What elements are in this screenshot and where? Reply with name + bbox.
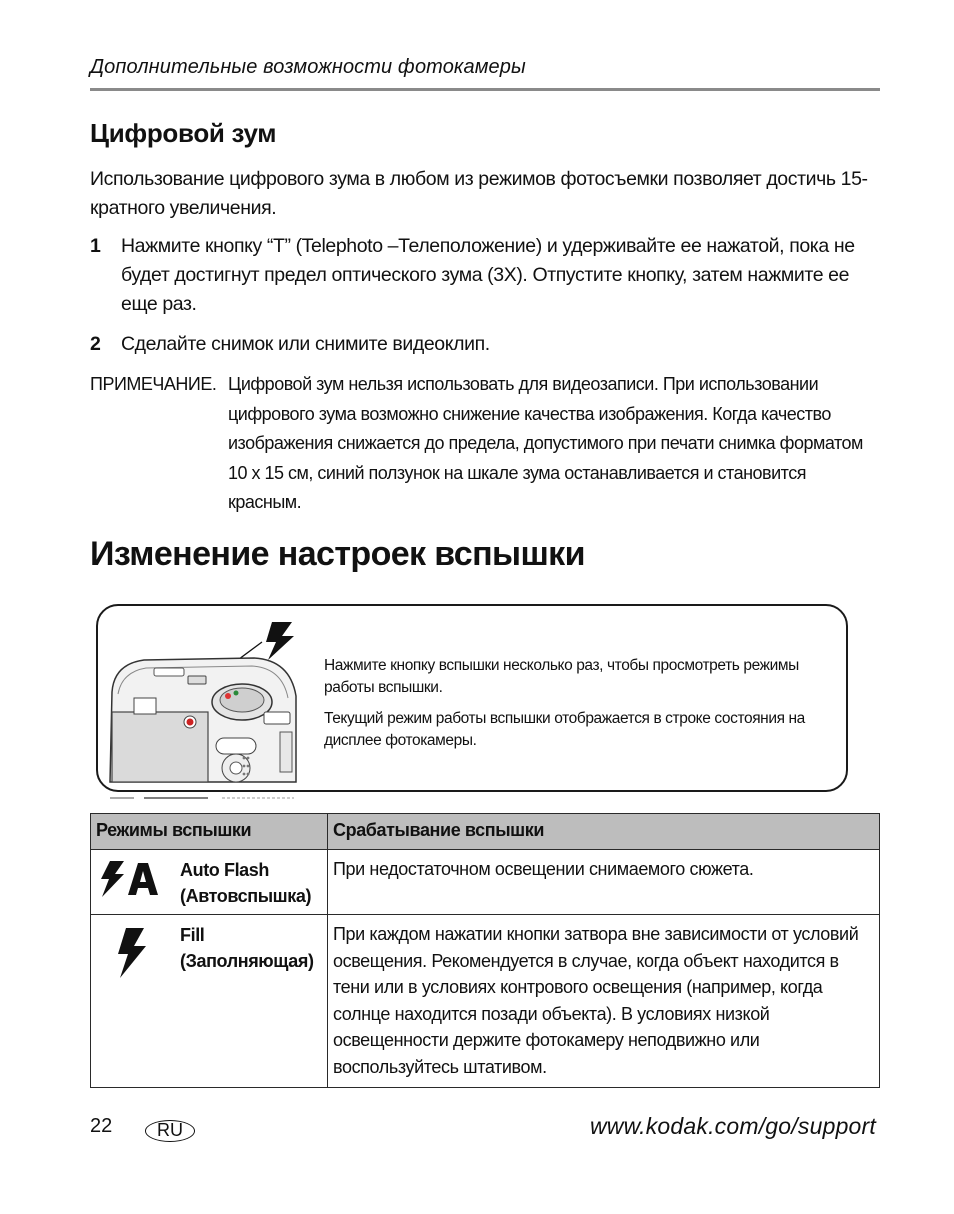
fill-flash-icon (114, 926, 150, 980)
step-number: 1 (90, 235, 101, 257)
mode-name-line2: (Автовспышка) (180, 886, 312, 906)
mode-cell-fill-flash (91, 915, 328, 1088)
page-number: 22 (90, 1115, 113, 1137)
mode-name-line1: Fill (180, 925, 205, 945)
flash-bolt-icon (266, 622, 294, 660)
note-text: Цифровой зум нельзя использовать для видеозаписи. При использовании цифрового зума возможно снижение качества изображения. Когда качество изображения снижается до предела, допустимого при печати снимка форматом 10 x 15 см, синий ползунок на шкале зума останавливается и становится красным. (228, 374, 863, 512)
callout-paragraph-1: Нажмите кнопку вспышки несколько раз, чтобы просмотреть режимы работы вспышки. (324, 657, 799, 696)
header-rule (90, 88, 880, 91)
callout-paragraph-2: Текущий режим работы вспышки отображается в строке состояния на дисплее фотокамеры. (324, 710, 805, 749)
step-text: Сделайте снимок или снимите видеоклип. (121, 333, 490, 355)
zoom-note (90, 370, 880, 518)
mode-description: При каждом нажатии кнопки затвора вне зависимости от условий освещения. Рекомендуется в случае, когда объект находится в тени или в условиях контрового освещения (например, когда солнце находится позади объекта). В условиях низкой освещенности держите фотокамеру неподвижно или воспользуйтесь штативом. (328, 915, 880, 1088)
mode-name (180, 922, 314, 974)
note-label: ПРИМЕЧАНИЕ. (90, 374, 217, 394)
column-header-firing: Срабатывание вспышки (328, 814, 880, 850)
zoom-step-1 (90, 232, 880, 319)
running-title: Дополнительные возможности фотокамеры (90, 56, 526, 78)
auto-flash-icon (98, 859, 160, 899)
flash-modes-table (90, 813, 880, 1088)
table-row (91, 850, 880, 915)
mode-description: При недостаточном освещении снимаемого сюжета. (328, 850, 880, 915)
mode-name-line2: (Заполняющая) (180, 951, 314, 971)
camera-illustration (104, 620, 304, 802)
flash-callout-text (324, 655, 824, 761)
zoom-step-2 (90, 330, 880, 359)
step-number: 2 (90, 333, 101, 355)
step-text: Нажмите кнопку “T” (Telephoto –Телеположение) и удерживайте ее нажатой, пока не будет достигнут предел оптического зума (3X). Отпустите кнопку, затем нажмите ее еще раз. (121, 235, 855, 315)
table-header-row (91, 814, 880, 850)
mode-name-line1: Auto Flash (180, 860, 269, 880)
mode-cell-auto-flash (91, 850, 328, 915)
zoom-intro-paragraph: Использование цифрового зума в любом из режимов фотосъемки позволяет достичь 15-кратного увеличения. (90, 168, 868, 219)
language-badge: RU (145, 1120, 195, 1142)
mode-name (180, 857, 311, 909)
column-header-modes: Режимы вспышки (91, 814, 328, 850)
table-row (91, 915, 880, 1088)
section-title-digital-zoom: Цифровой зум (90, 118, 277, 148)
section-title-flash-settings: Изменение настроек вспышки (90, 535, 585, 573)
support-url: www.kodak.com/go/support (589, 1113, 876, 1139)
